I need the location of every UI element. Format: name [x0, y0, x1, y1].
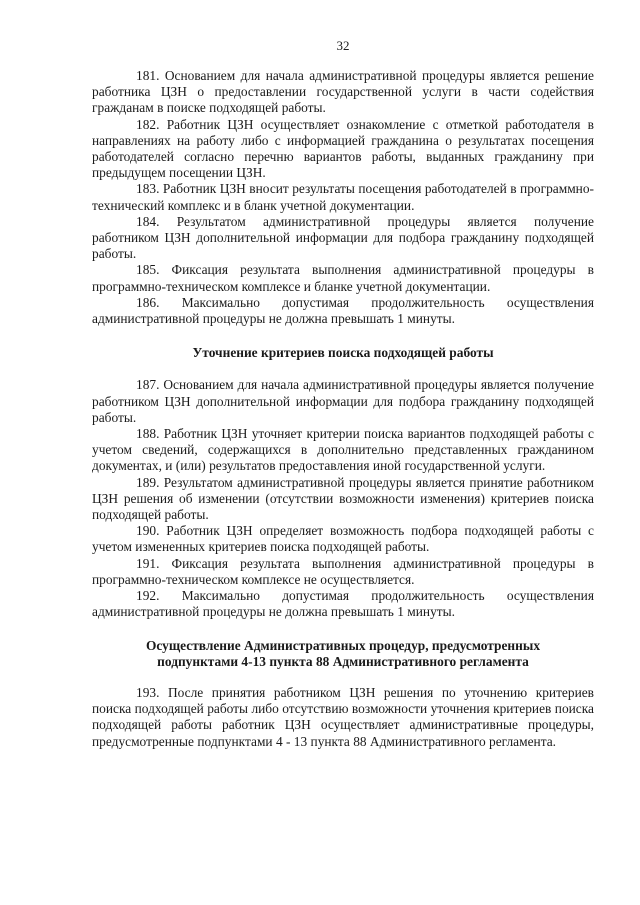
paragraph-191: 191. Фиксация результата выполнения административной процедуры в программно-техническом комплексе не осуществляется.	[92, 555, 594, 587]
section-procedures	[92, 685, 594, 750]
paragraph-186: 186. Максимально допустимая продолжительность осуществления административной процедуры не должна превышать 1 минуты.	[92, 294, 594, 327]
paragraph-182: 182. Работник ЦЗН осуществляет ознакомление с отметкой работодателя в направлениях на работу либо с информацией гражданина о результатах посещения работодателей согласно перечню вариантов работы, выданных гражданину при предыдущем посещении ЦЗН.	[92, 116, 594, 181]
paragraph-181: 181. Основанием для начала административной процедуры является решение работника ЦЗН о предоставлении государственной услуги в части содействия гражданам в поиске подходящей работы.	[92, 68, 594, 116]
paragraph-188: 188. Работник ЦЗН уточняет критерии поиска вариантов подходящей работы с учетом сведений, содержащихся в дополнительно представленных гражданином документах, и (или) результатов предоставления иной государственной услуги.	[92, 426, 594, 474]
section-criteria	[92, 377, 594, 620]
paragraph-190: 190. Работник ЦЗН определяет возможность подбора подходящей работы с учетом измененных критериев поиска подходящей работы.	[92, 523, 594, 555]
paragraph-192: 192. Максимально допустимая продолжительность осуществления административной процедуры не должна превышать 1 минуты.	[92, 588, 594, 620]
paragraph-185: 185. Фиксация результата выполнения административной процедуры в программно-техническом комплексе и бланке учетной документации.	[92, 262, 594, 294]
paragraph-187: 187. Основанием для начала административной процедуры является получение работником ЦЗН дополнительной информации для подбора гражданину подходящей работы.	[92, 377, 594, 425]
paragraph-184: 184. Результатом административной процедуры является получение работником ЦЗН дополнительной информации для подбора гражданину подходящей работы.	[92, 213, 594, 262]
section-heading-line2: подпунктами 4-13 пункта 88 Административного регламента	[157, 653, 529, 669]
section-heading-criteria: Уточнение критериев поиска подходящей работы	[192, 345, 494, 361]
section-heading-line1: Осуществление Административных процедур, предусмотренных	[145, 637, 541, 653]
section-procedures-intro	[92, 68, 594, 327]
page-number: 32	[336, 38, 350, 53]
paragraph-193: 193. После принятия работником ЦЗН решения по уточнению критериев поиска подходящей работы либо отсутствию возможности уточнения критериев поиска подходящей работы работник ЦЗН осуществляет административные процедуры, предусмотренные подпунктами 4 - 13 пункта 88 Административного регламента.	[92, 684, 594, 749]
paragraph-189: 189. Результатом административной процедуры является принятие работником ЦЗН решения об изменении (отсутствии возможности изменения) критериев поиска подходящей работы.	[92, 474, 594, 523]
paragraph-183: 183. Работник ЦЗН вносит результаты посещения работодателей в программно-технический комплекс и в бланк учетной документации.	[92, 181, 594, 213]
section-heading-procedures	[92, 638, 594, 670]
